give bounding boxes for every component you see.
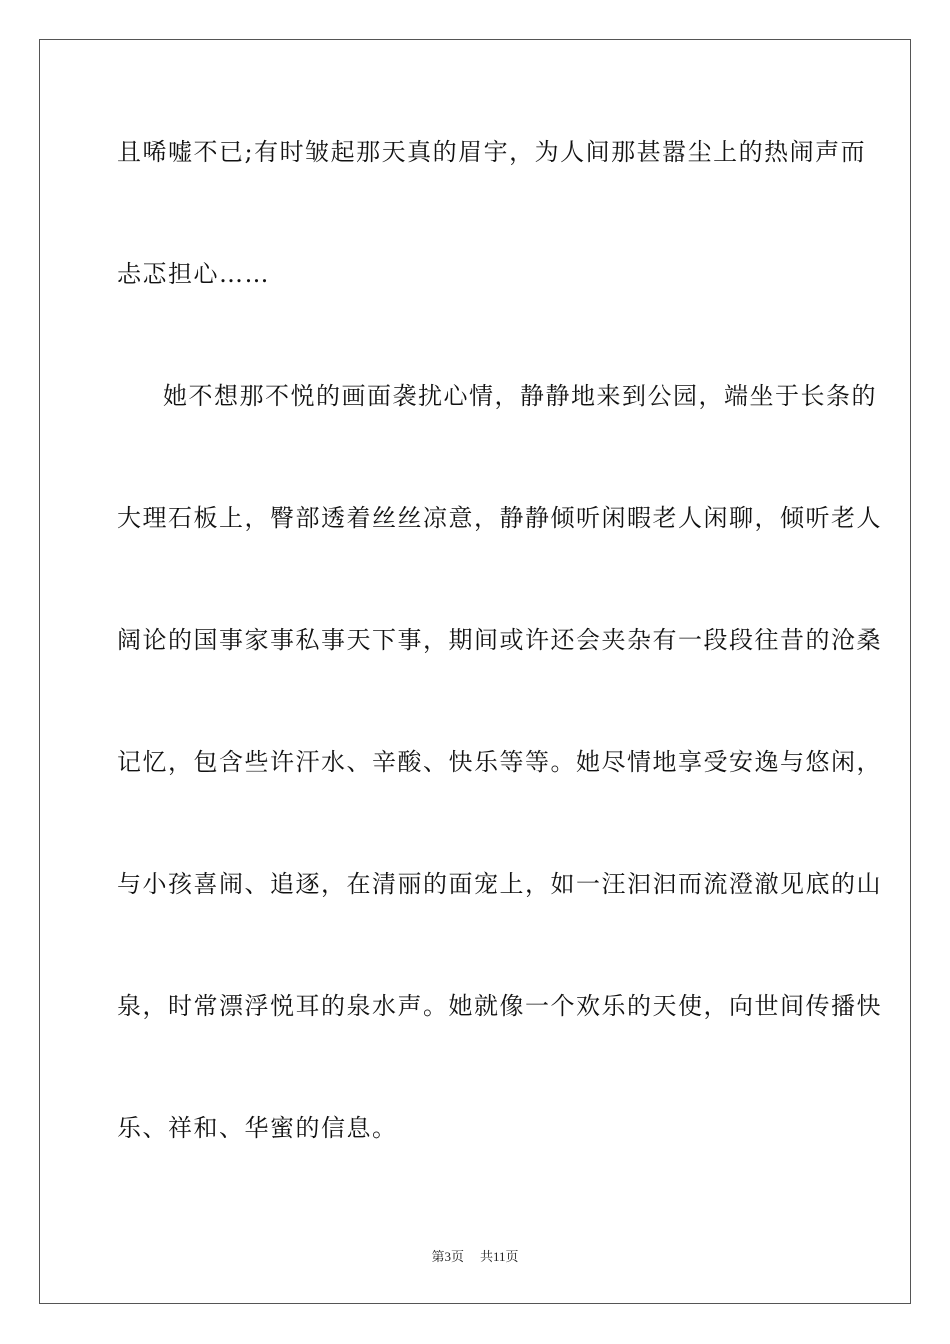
- text-line: 且唏嘘不已;有时皱起那天真的眉宇，为人间那甚嚣尘上的热闹声而: [117, 138, 867, 166]
- page-footer: [0, 1246, 950, 1265]
- text-line: 与小孩喜闹、追逐，在清丽的面宠上，如一汪汩汩而流澄澈见底的山: [117, 870, 882, 898]
- text-line: 大理石板上，臀部透着丝丝凉意，静静倾听闲暇老人闲聊，倾听老人: [117, 504, 882, 532]
- paragraph-first-line: 她不想那不悦的画面袭扰心情，静静地来到公园，端坐于长条的: [163, 382, 877, 410]
- page-number: 第3页: [431, 1249, 464, 1264]
- text-line: 乐、祥和、华蜜的信息。: [117, 1114, 398, 1142]
- text-line: 泉，时常漂浮悦耳的泉水声。她就像一个欢乐的天使，向世间传播快: [117, 992, 882, 1020]
- document-body: [117, 128, 882, 1226]
- text-line: 忐忑担心……: [117, 260, 270, 288]
- page-total: 共11页: [479, 1249, 519, 1264]
- text-line: 阔论的国事家事私事天下事，期间或许还会夹杂有一段段往昔的沧桑: [117, 626, 882, 654]
- text-line: 记忆，包含些许汗水、辛酸、快乐等等。她尽情地享受安逸与悠闲，: [117, 748, 882, 776]
